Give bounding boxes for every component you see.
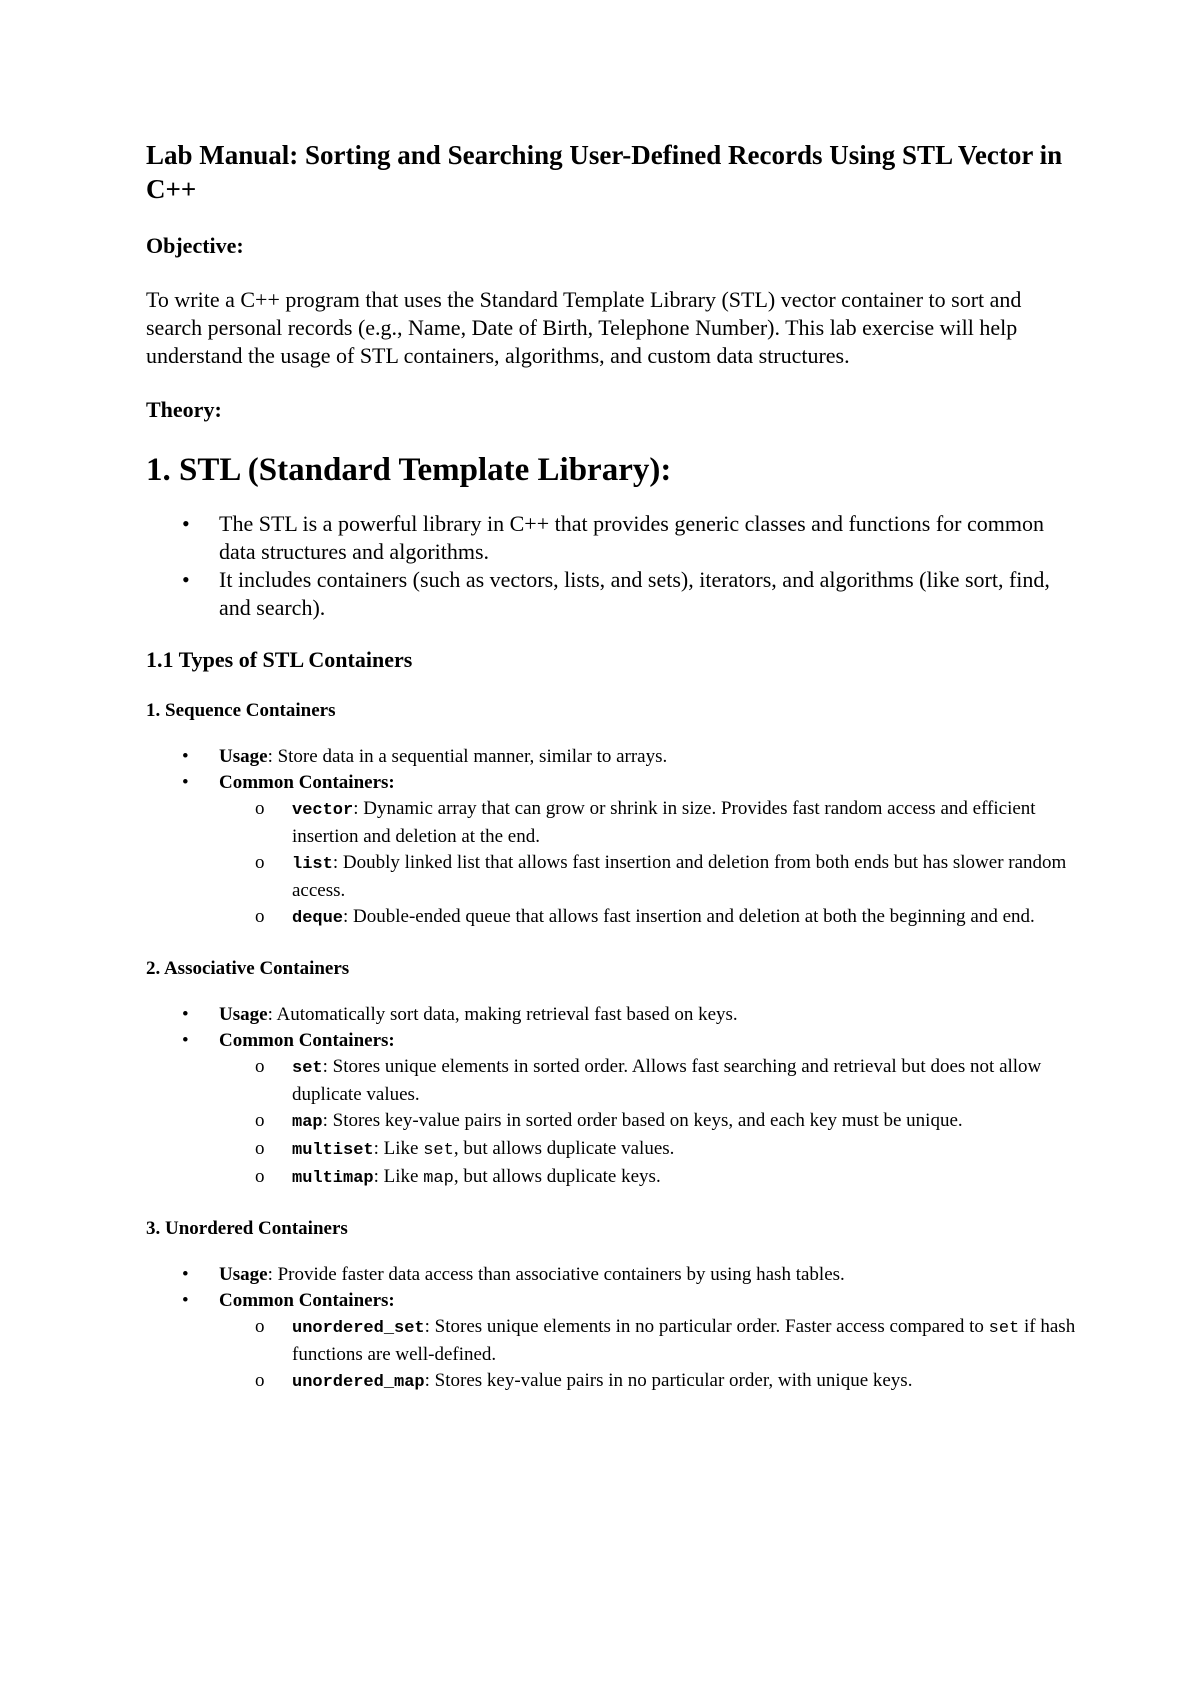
associative-container-list	[219, 1054, 1076, 1192]
container-name: deque	[292, 909, 344, 928]
list-item-text: The STL is a powerful library in C++ that provides generic classes and functions for common data structures and algorithms.	[219, 511, 1044, 564]
list-item	[219, 1108, 1076, 1136]
container-name: map	[292, 1113, 323, 1132]
common-containers-label: Common Containers:	[219, 772, 395, 793]
circle-bullet-icon: o	[255, 852, 265, 873]
bullet-icon: •	[182, 1004, 189, 1025]
unordered-heading: 3. Unordered Containers	[146, 1218, 348, 1239]
circle-bullet-icon: o	[255, 1316, 265, 1337]
associative-list	[146, 1002, 1076, 1192]
container-desc-post: , but allows duplicate values.	[453, 1138, 675, 1159]
usage-text: : Store data in a sequential manner, similar to arrays.	[267, 746, 668, 767]
container-name: multiset	[292, 1141, 374, 1160]
bullet-icon: •	[182, 1290, 189, 1311]
container-name: unordered_set	[292, 1319, 425, 1338]
list-item	[219, 796, 1076, 850]
usage-label: Usage	[219, 1264, 268, 1285]
bullet-icon: •	[182, 746, 189, 767]
list-item	[146, 1262, 1076, 1288]
theory-label: Theory:	[146, 397, 222, 422]
circle-bullet-icon: o	[255, 798, 265, 819]
bullet-icon: •	[182, 1030, 189, 1051]
circle-bullet-icon: o	[255, 1166, 265, 1187]
unordered-container-list	[219, 1314, 1076, 1396]
container-desc: : Double-ended queue that allows fast insertion and deletion at both the beginning and end.	[343, 906, 1035, 927]
section-stl-heading: 1. STL (Standard Template Library):	[146, 452, 672, 488]
container-desc: : Dynamic array that can grow or shrink in size. Provides fast random access and efficient insertion and deletion at the end.	[292, 798, 1036, 847]
inline-code: set	[988, 1319, 1020, 1338]
container-name: set	[292, 1059, 323, 1078]
container-desc-pre: : Like	[373, 1138, 424, 1159]
list-item	[146, 1002, 1076, 1028]
list-item	[146, 510, 1076, 566]
usage-label: Usage	[219, 1004, 268, 1025]
list-item	[146, 770, 1076, 932]
container-desc: : Stores unique elements in sorted order. Allows fast searching and retrieval but does not allow duplicate values.	[292, 1056, 1042, 1105]
bullet-icon: •	[182, 511, 190, 536]
container-desc: : Doubly linked list that allows fast insertion and deletion from both ends but has slower random access.	[292, 852, 1067, 901]
sequence-container-list	[219, 796, 1076, 932]
list-item	[146, 1288, 1076, 1396]
inline-code: set	[423, 1141, 454, 1160]
container-desc-pre: : Like	[373, 1166, 424, 1187]
container-desc: : Stores key-value pairs in no particular order, with unique keys.	[424, 1370, 913, 1391]
document-page	[146, 138, 1076, 1420]
unordered-list	[146, 1262, 1076, 1396]
list-item	[219, 1368, 1076, 1396]
list-item	[219, 850, 1076, 904]
list-item	[219, 1164, 1076, 1192]
common-containers-label: Common Containers:	[219, 1290, 395, 1311]
list-item	[146, 566, 1076, 622]
list-item	[219, 1136, 1076, 1164]
list-item-text: It includes containers (such as vectors, lists, and sets), iterators, and algorithms (like sort, find, and search).	[219, 567, 1050, 620]
sequence-section	[146, 744, 1076, 932]
circle-bullet-icon: o	[255, 1138, 265, 1159]
types-heading: 1.1 Types of STL Containers	[146, 647, 413, 672]
sequence-heading: 1. Sequence Containers	[146, 700, 336, 721]
circle-bullet-icon: o	[255, 906, 265, 927]
container-desc-post: , but allows duplicate keys.	[453, 1166, 661, 1187]
bullet-icon: •	[182, 1264, 189, 1285]
container-desc-post: if hash functions are well-defined.	[292, 1316, 1076, 1365]
list-item	[219, 1314, 1076, 1368]
sequence-list	[146, 744, 1076, 932]
container-desc: : Stores key-value pairs in sorted order based on keys, and each key must be unique.	[322, 1110, 963, 1131]
stl-bullet-list	[146, 510, 1076, 622]
document-title: Lab Manual: Sorting and Searching User-Defined Records Using STL Vector in C++	[146, 140, 1063, 204]
objective-label: Objective:	[146, 233, 244, 258]
list-item	[219, 904, 1076, 932]
container-desc-pre: : Stores unique elements in no particular order. Faster access compared to	[424, 1316, 989, 1337]
list-item	[219, 1054, 1076, 1108]
circle-bullet-icon: o	[255, 1056, 265, 1077]
associative-section	[146, 1002, 1076, 1192]
list-item	[146, 744, 1076, 770]
container-name: multimap	[292, 1169, 374, 1188]
circle-bullet-icon: o	[255, 1370, 265, 1391]
bullet-icon: •	[182, 772, 189, 793]
circle-bullet-icon: o	[255, 1110, 265, 1131]
container-name: unordered_map	[292, 1373, 425, 1392]
unordered-section	[146, 1262, 1076, 1396]
usage-text: : Automatically sort data, making retrieval fast based on keys.	[267, 1004, 738, 1025]
container-name: list	[292, 855, 333, 874]
list-item	[146, 1028, 1076, 1192]
container-name: vector	[292, 801, 354, 820]
associative-heading: 2. Associative Containers	[146, 958, 350, 979]
inline-code: map	[423, 1169, 454, 1188]
common-containers-label: Common Containers:	[219, 1030, 395, 1051]
objective-text: To write a C++ program that uses the Standard Template Library (STL) vector container to sort and search personal records (e.g., Name, Date of Birth, Telephone Number). This lab exercise will help understand the usage of STL containers, algorithms, and custom data structures.	[146, 287, 1022, 368]
bullet-icon: •	[182, 567, 190, 592]
usage-text: : Provide faster data access than associative containers by using hash tables.	[267, 1264, 845, 1285]
usage-label: Usage	[219, 746, 268, 767]
